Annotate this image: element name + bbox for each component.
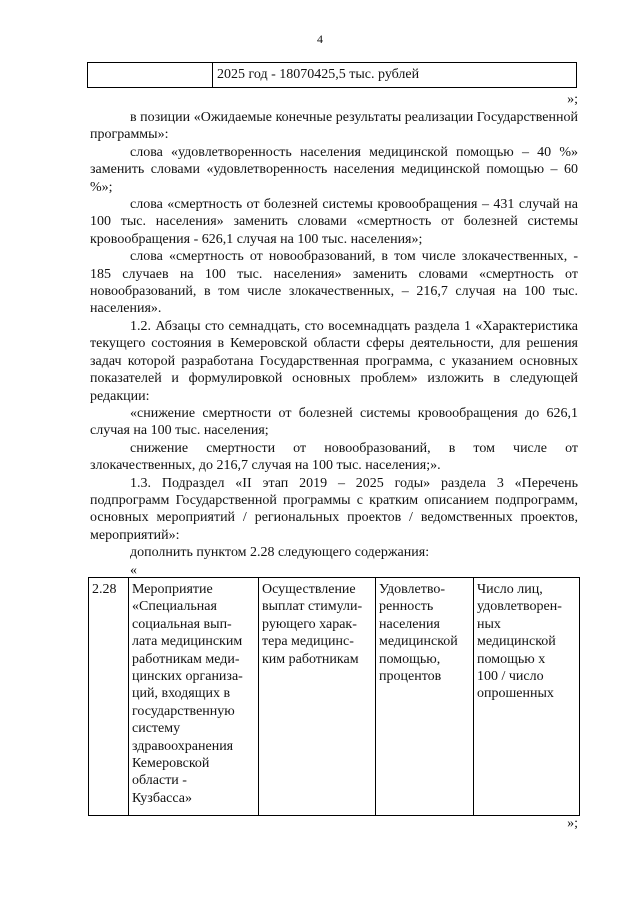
cell-line: рующего харак- xyxy=(262,616,357,632)
cell-line: Число лиц, xyxy=(477,582,543,597)
budget-table xyxy=(87,62,577,88)
cell-line: цинских организа- xyxy=(132,669,243,685)
cell-line: систему xyxy=(132,721,181,737)
cell-line: медицинской xyxy=(379,634,458,650)
cell-line: государственную xyxy=(132,703,235,719)
table-row xyxy=(88,63,577,88)
paragraph: дополнить пунктом 2.28 следующего содержания: xyxy=(130,545,430,561)
closing-quote: »; xyxy=(567,816,578,831)
cell-indicator xyxy=(376,578,474,816)
cell-line: опрошенных xyxy=(477,686,554,702)
paragraph: 1.3. Подраздел «II этап 2019 – 2025 годы» раздела 3 «Перечень подпрограмм Государственной программы с кратким описанием подпрограмм, основных мероприятий / региональных проектов / ведомственных проектов, мероприятий»: xyxy=(90,475,578,543)
cell-line: лата медицинским xyxy=(132,634,243,650)
cell-formula xyxy=(474,578,580,816)
paragraph: « xyxy=(130,562,137,578)
cell-line: ким работникам xyxy=(262,651,359,667)
cell-line: тера медицинс- xyxy=(262,634,354,650)
cell-line: 100 / число xyxy=(477,669,544,685)
table-cell-empty xyxy=(88,63,213,88)
cell-line: Удовлетво- xyxy=(379,582,445,597)
cell-line: «Специальная xyxy=(132,599,217,615)
cell-line: процентов xyxy=(379,669,442,685)
cell-line: выплат стимули- xyxy=(262,599,363,615)
document-body xyxy=(90,109,578,579)
cell-line: ций, входящих в xyxy=(132,686,231,702)
paragraph: снижение смертности от новообразований, в том числе от злокачественных, до 216,7 случая на 100 тыс. населения;». xyxy=(90,440,578,474)
cell-line: помощью, xyxy=(379,651,441,667)
closing-quote: »; xyxy=(567,92,578,107)
cell-measure-name xyxy=(129,578,259,816)
paragraph: слова «смертность от болезней системы кровообращения – 431 случай на 100 тыс. населения» заменить словами «смертность от болезней системы кровообращения - 626,1 случая на 100 тыс. населения»; xyxy=(90,197,578,247)
cell-line: социальная вып- xyxy=(132,616,232,632)
table-cell-budget: 2025 год - 18070425,5 тыс. рублей xyxy=(213,63,577,88)
page-number: 4 xyxy=(317,32,323,46)
paragraph: 1.2. Абзацы сто семнадцать, сто восемнадцать раздела 1 «Характеристика текущего состояния в Кемеровской области сферы деятельности, для решения задач которой разработана Государственная программа, с указанием основных показателей и формулировкой основных проблем» изложить в следующей редакции: xyxy=(90,318,578,404)
cell-line: Осуществление xyxy=(262,582,356,597)
paragraph: слова «удовлетворенность населения медицинской помощью – 40 %» заменить словами «удовлетворенность населения медицинской помощью – 60 %»; xyxy=(90,144,578,195)
cell-line: удовлетворен- xyxy=(477,599,562,615)
cell-line: медицинской xyxy=(477,634,556,650)
paragraph: «снижение смертности от болезней системы кровообращения до 626,1 случая на 100 тыс. населения; xyxy=(90,405,578,439)
cell-line: Кузбасса» xyxy=(132,790,192,806)
cell-line: населения xyxy=(379,616,440,632)
cell-line: работникам меди- xyxy=(132,651,240,667)
cell-line: Кемеровской xyxy=(132,756,210,772)
cell-line: ных xyxy=(477,616,501,632)
paragraph: слова «смертность от новообразований, в том числе злокачественных, - 185 случаев на 100 тыс. населения» заменить словами «смертность от новообразований, в том числе злокачественных, – 216,7 случая на 100 тыс. населения». xyxy=(90,249,578,317)
measure-table xyxy=(88,577,580,816)
table-row xyxy=(89,578,580,816)
cell-line: области - xyxy=(132,773,187,789)
cell-line: Мероприятие xyxy=(132,582,213,597)
cell-line: ренность xyxy=(379,599,434,615)
cell-description xyxy=(259,578,376,816)
cell-line: здравоохранения xyxy=(132,738,234,754)
cell-number: 2.28 xyxy=(89,578,129,816)
paragraph: в позиции «Ожидаемые конечные результаты реализации Государственной программы»: xyxy=(90,110,578,143)
cell-line: помощью х xyxy=(477,651,546,667)
